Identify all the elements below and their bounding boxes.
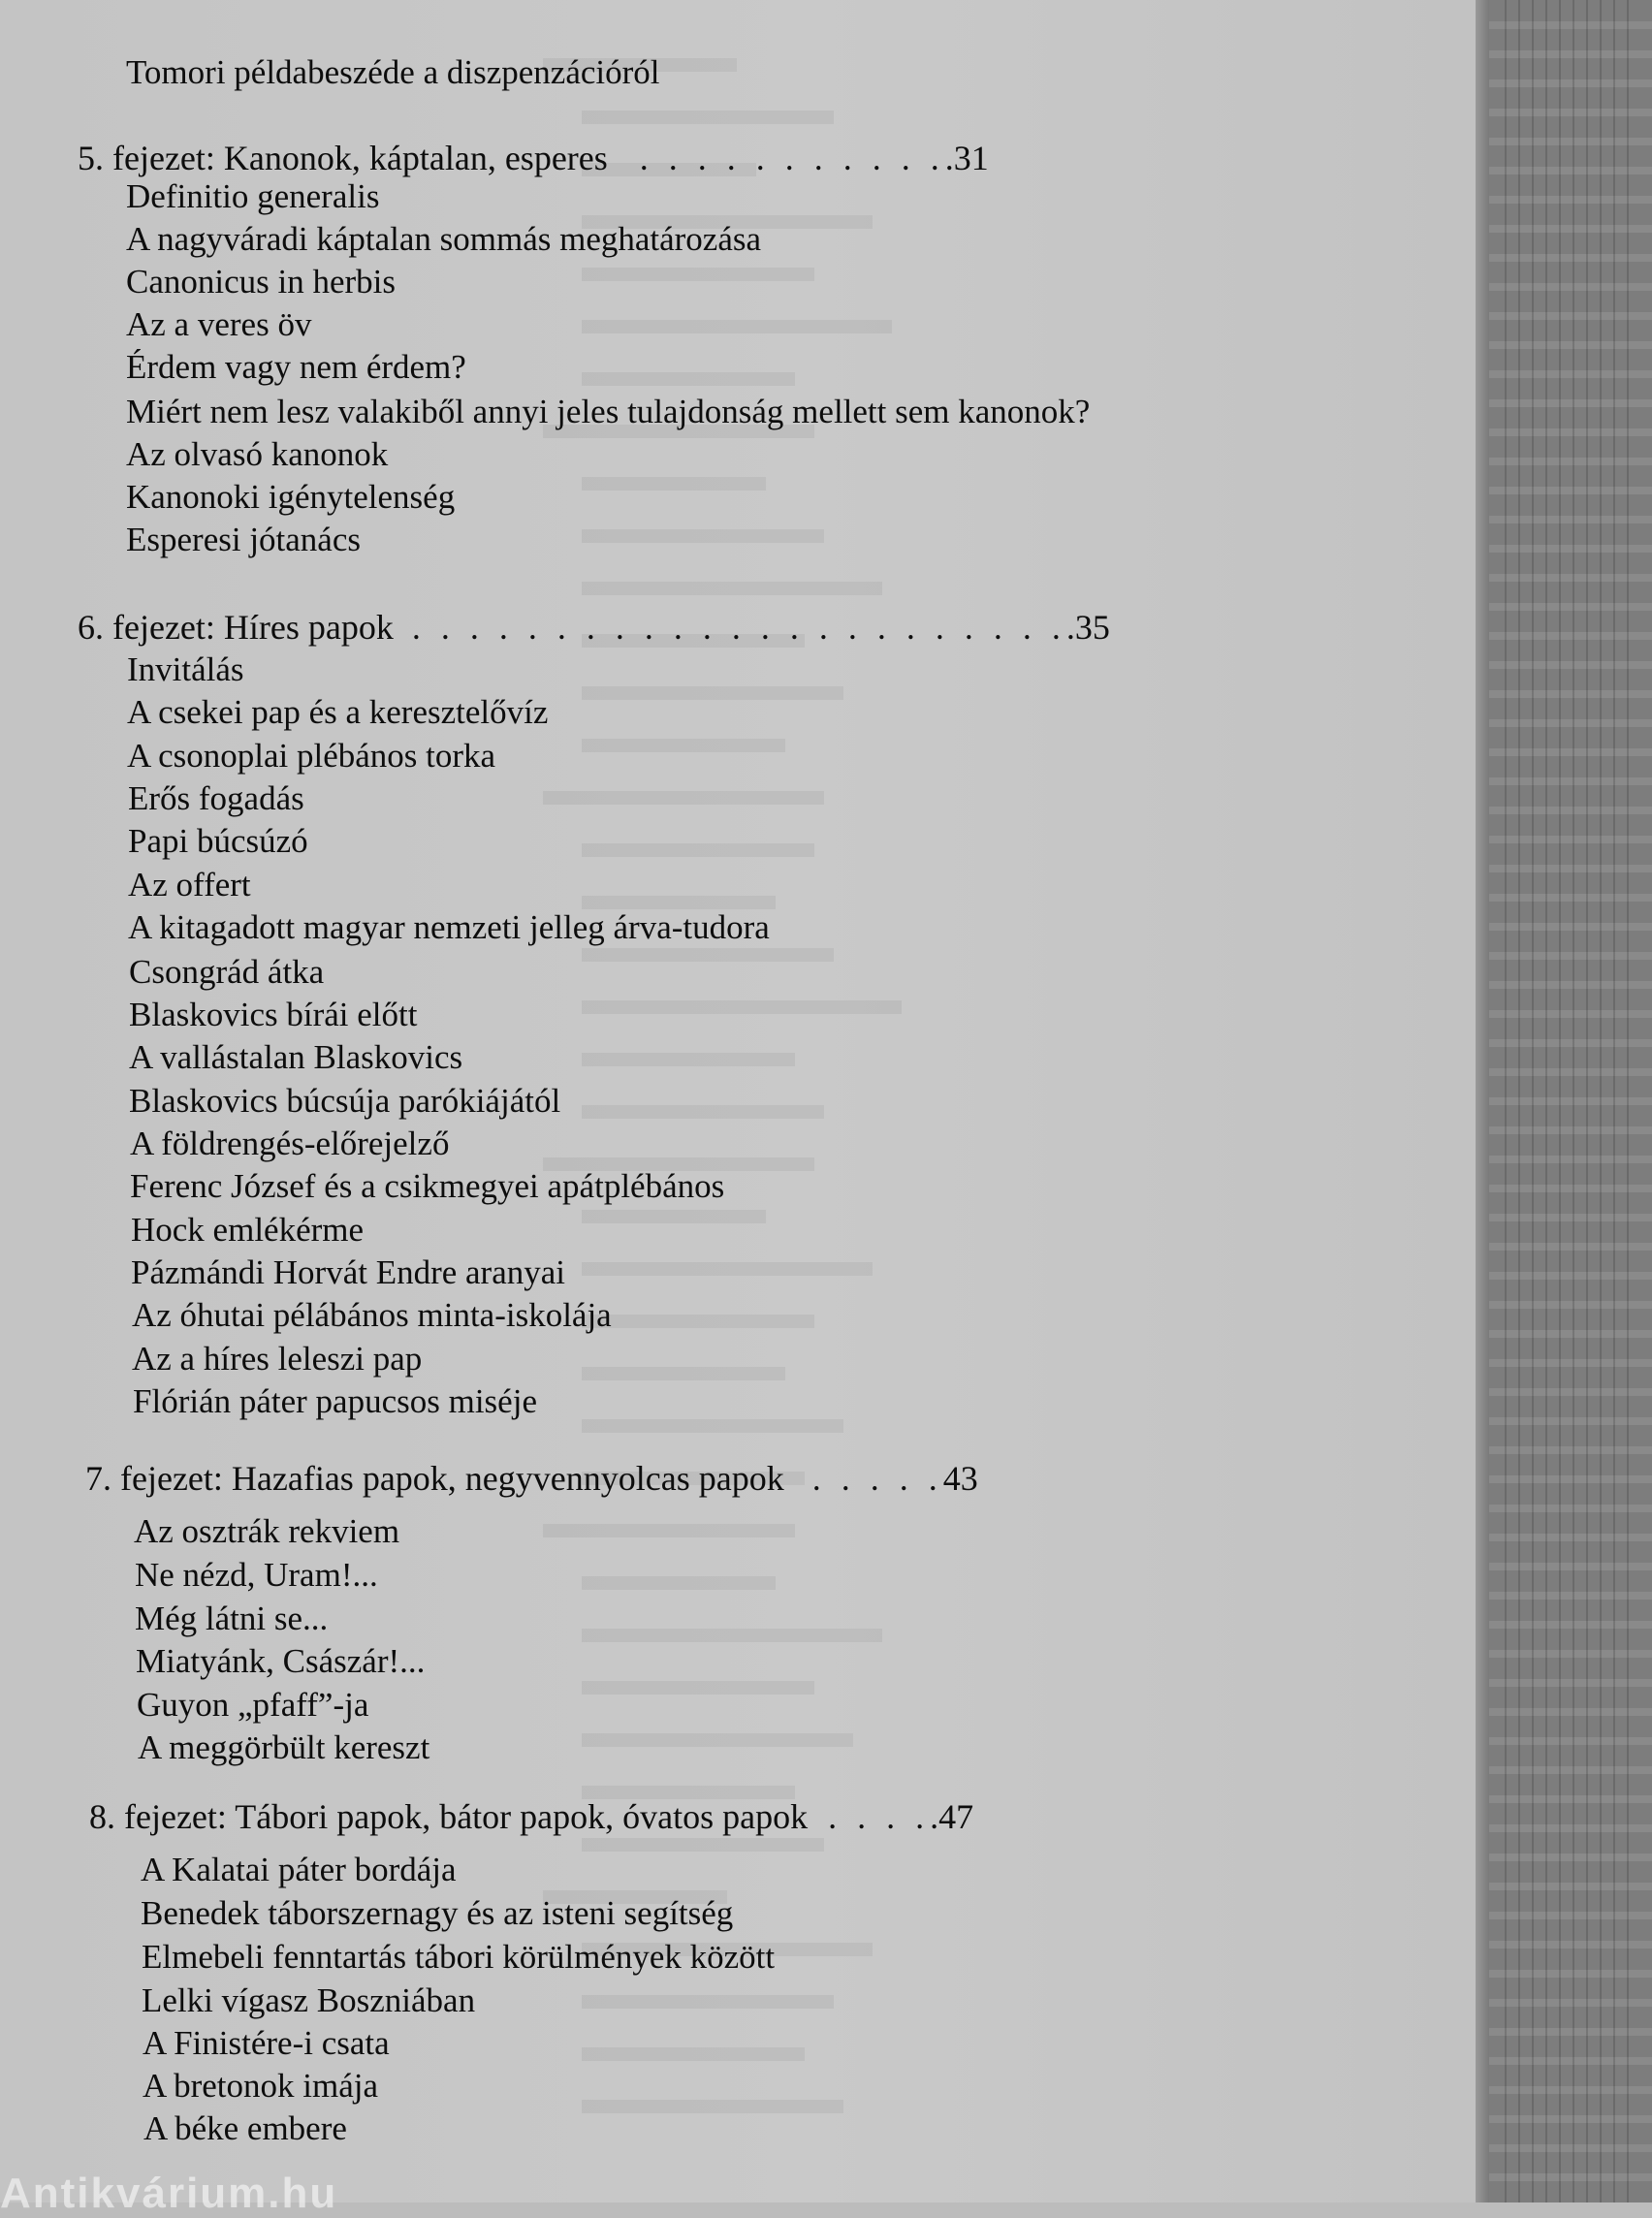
- list-item: Ne nézd, Uram!...: [135, 1556, 378, 1594]
- chapter-heading-6: [78, 607, 1110, 648]
- chapter-heading-7: [85, 1458, 978, 1499]
- list-item: Az a híres leleszi pap: [132, 1340, 423, 1378]
- list-item: A Kalatai páter bordája: [141, 1851, 457, 1888]
- chapter-title: 5. fejezet: Kanonok, káptalan, esperes: [78, 139, 608, 177]
- chapter-heading-8: [89, 1796, 973, 1837]
- list-item: Kanonoki igénytelenség: [126, 478, 456, 516]
- list-item: Definitio generalis: [126, 177, 380, 215]
- list-item: Elmebeli fenntartás tábori körülmények között: [142, 1938, 776, 1976]
- list-item: A csonoplai plébános torka: [127, 737, 496, 775]
- list-item: A béke embere: [143, 2109, 347, 2147]
- list-item: A vallástalan Blaskovics: [129, 1038, 463, 1076]
- list-item: Csongrád átka: [129, 953, 325, 991]
- book-spine: [1476, 0, 1652, 2202]
- list-item: A csekei pap és a keresztelővíz: [127, 693, 549, 731]
- chapter-title: 6. fejezet: Híres papok: [78, 608, 394, 647]
- list-item: Invitálás: [127, 650, 244, 688]
- chapter-heading-5: [78, 138, 989, 178]
- list-item: Az óhutai pélábános minta-iskolája: [132, 1296, 612, 1334]
- list-item: Még látni se...: [135, 1600, 329, 1637]
- top-entry: Tomori példabeszéde a diszpenzációról: [126, 53, 660, 91]
- leader-dots: . . . . . . . . . . .: [639, 139, 945, 177]
- list-item: Flórián páter papucsos miséje: [133, 1382, 537, 1420]
- list-item: A kitagadott magyar nemzeti jelleg árva-tudora: [128, 908, 770, 946]
- list-item: Érdem vagy nem érdem?: [126, 348, 466, 386]
- list-item: Pázmándi Horvát Endre aranyai: [131, 1253, 566, 1291]
- page-number: .47: [930, 1797, 974, 1836]
- list-item: A földrengés-előrejelző: [130, 1125, 450, 1162]
- chapter-title: 8. fejezet: Tábori papok, bátor papok, óvatos papok: [89, 1797, 809, 1836]
- list-item: Az osztrák rekviem: [134, 1512, 400, 1550]
- list-item: Blaskovics bírái előtt: [129, 996, 418, 1033]
- list-item: A Finistére-i csata: [143, 2024, 390, 2062]
- page-number: .35: [1065, 608, 1110, 647]
- list-item: A nagyváradi káptalan sommás meghatározása: [126, 220, 762, 258]
- list-item: Guyon „pfaff”-ja: [137, 1686, 369, 1724]
- list-item: Az offert: [128, 866, 251, 903]
- leader-dots: . . . . . . . . . . . . . . . . . . . . . . .: [411, 608, 1066, 647]
- list-item: A bretonok imája: [143, 2067, 379, 2105]
- list-item: Miért nem lesz valakiből annyi jeles tulajdonság mellett sem kanonok?: [126, 393, 1091, 430]
- list-item: Papi búcsúzó: [128, 822, 308, 860]
- chapter-title: 7. fejezet: Hazafias papok, negyvennyolcas papok: [85, 1459, 784, 1498]
- list-item: Lelki vígasz Boszniában: [142, 1981, 476, 2019]
- leader-dots: . . . .: [828, 1797, 931, 1836]
- list-item: Esperesi jótanács: [126, 521, 361, 558]
- list-item: Ferenc József és a csikmegyei apátplébános: [130, 1167, 725, 1205]
- list-item: Benedek táborszernagy és az isteni segítség: [141, 1894, 734, 1932]
- list-item: Canonicus in herbis: [126, 263, 397, 301]
- list-item: Hock emlékérme: [131, 1211, 365, 1249]
- list-item: Az olvasó kanonok: [126, 435, 389, 473]
- watermark: Antikvárium.hu: [0, 2170, 338, 2217]
- list-item: Miatyánk, Császár!...: [136, 1642, 426, 1680]
- list-item: Az a veres öv: [126, 305, 312, 343]
- page-number: .31: [944, 139, 989, 177]
- page-number: 43: [942, 1459, 978, 1498]
- list-item: A meggörbült kereszt: [138, 1728, 430, 1766]
- leader-dots: . . . . .: [811, 1459, 943, 1498]
- list-item: Erős fogadás: [128, 779, 304, 817]
- list-item: Blaskovics búcsúja parókiájától: [129, 1082, 561, 1120]
